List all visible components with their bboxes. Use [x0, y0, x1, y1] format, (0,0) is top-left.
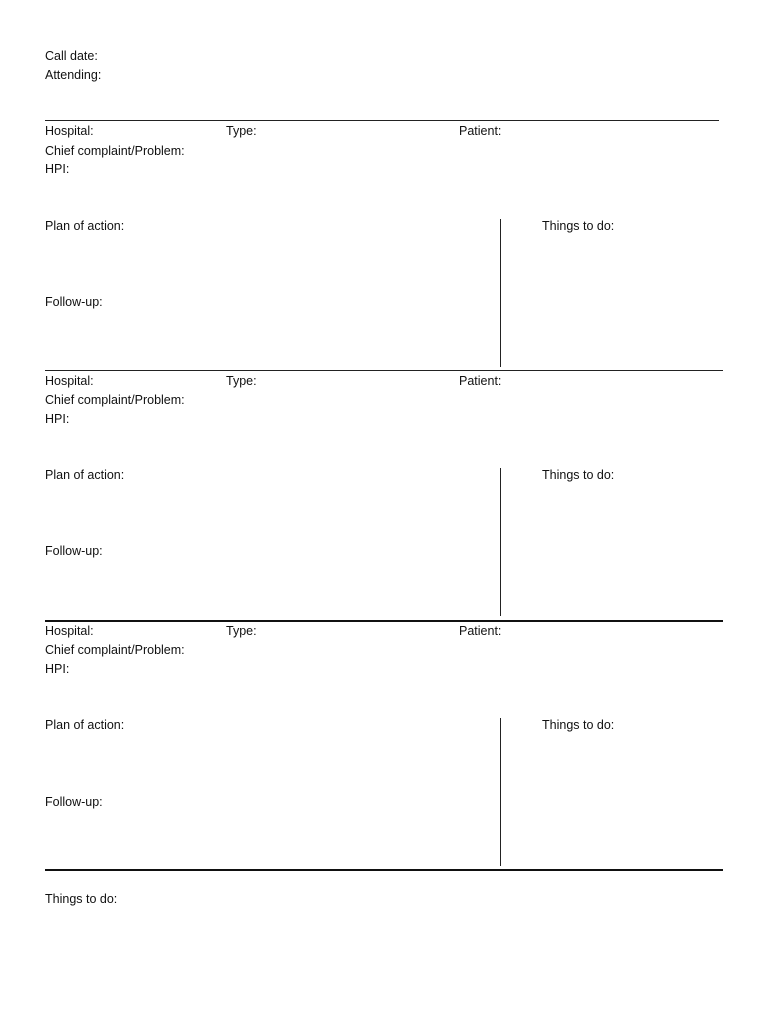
section-divider-3 [45, 869, 723, 871]
things-to-do-label: Things to do: [542, 718, 615, 732]
patient-section-1 [0, 121, 768, 371]
chief-complaint-label: Chief complaint/Problem: [45, 144, 185, 158]
follow-up-label: Follow-up: [45, 295, 103, 309]
hpi-label: HPI: [45, 412, 70, 426]
column-divider [500, 718, 501, 866]
patient-label: Patient: [459, 624, 502, 638]
patient-section-2 [0, 371, 768, 621]
chief-complaint-label: Chief complaint/Problem: [45, 643, 185, 657]
hospital-label: Hospital: [45, 124, 94, 138]
patient-label: Patient: [459, 124, 502, 138]
column-divider [500, 219, 501, 367]
column-divider [500, 468, 501, 616]
hospital-label: Hospital: [45, 624, 94, 638]
type-label: Type: [226, 374, 257, 388]
hospital-label: Hospital: [45, 374, 94, 388]
patient-label: Patient: [459, 374, 502, 388]
follow-up-label: Follow-up: [45, 795, 103, 809]
patient-section-3 [0, 621, 768, 871]
follow-up-label: Follow-up: [45, 544, 103, 558]
plan-of-action-label: Plan of action: [45, 468, 125, 482]
footer-things-to-do-label: Things to do: [45, 892, 118, 906]
attending-label: Attending: [45, 68, 102, 82]
hpi-label: HPI: [45, 162, 70, 176]
type-label: Type: [226, 124, 257, 138]
plan-of-action-label: Plan of action: [45, 718, 125, 732]
things-to-do-label: Things to do: [542, 468, 615, 482]
plan-of-action-label: Plan of action: [45, 219, 125, 233]
things-to-do-label: Things to do: [542, 219, 615, 233]
chief-complaint-label: Chief complaint/Problem: [45, 393, 185, 407]
call-date-label: Call date: [45, 49, 98, 63]
hpi-label: HPI: [45, 662, 70, 676]
type-label: Type: [226, 624, 257, 638]
